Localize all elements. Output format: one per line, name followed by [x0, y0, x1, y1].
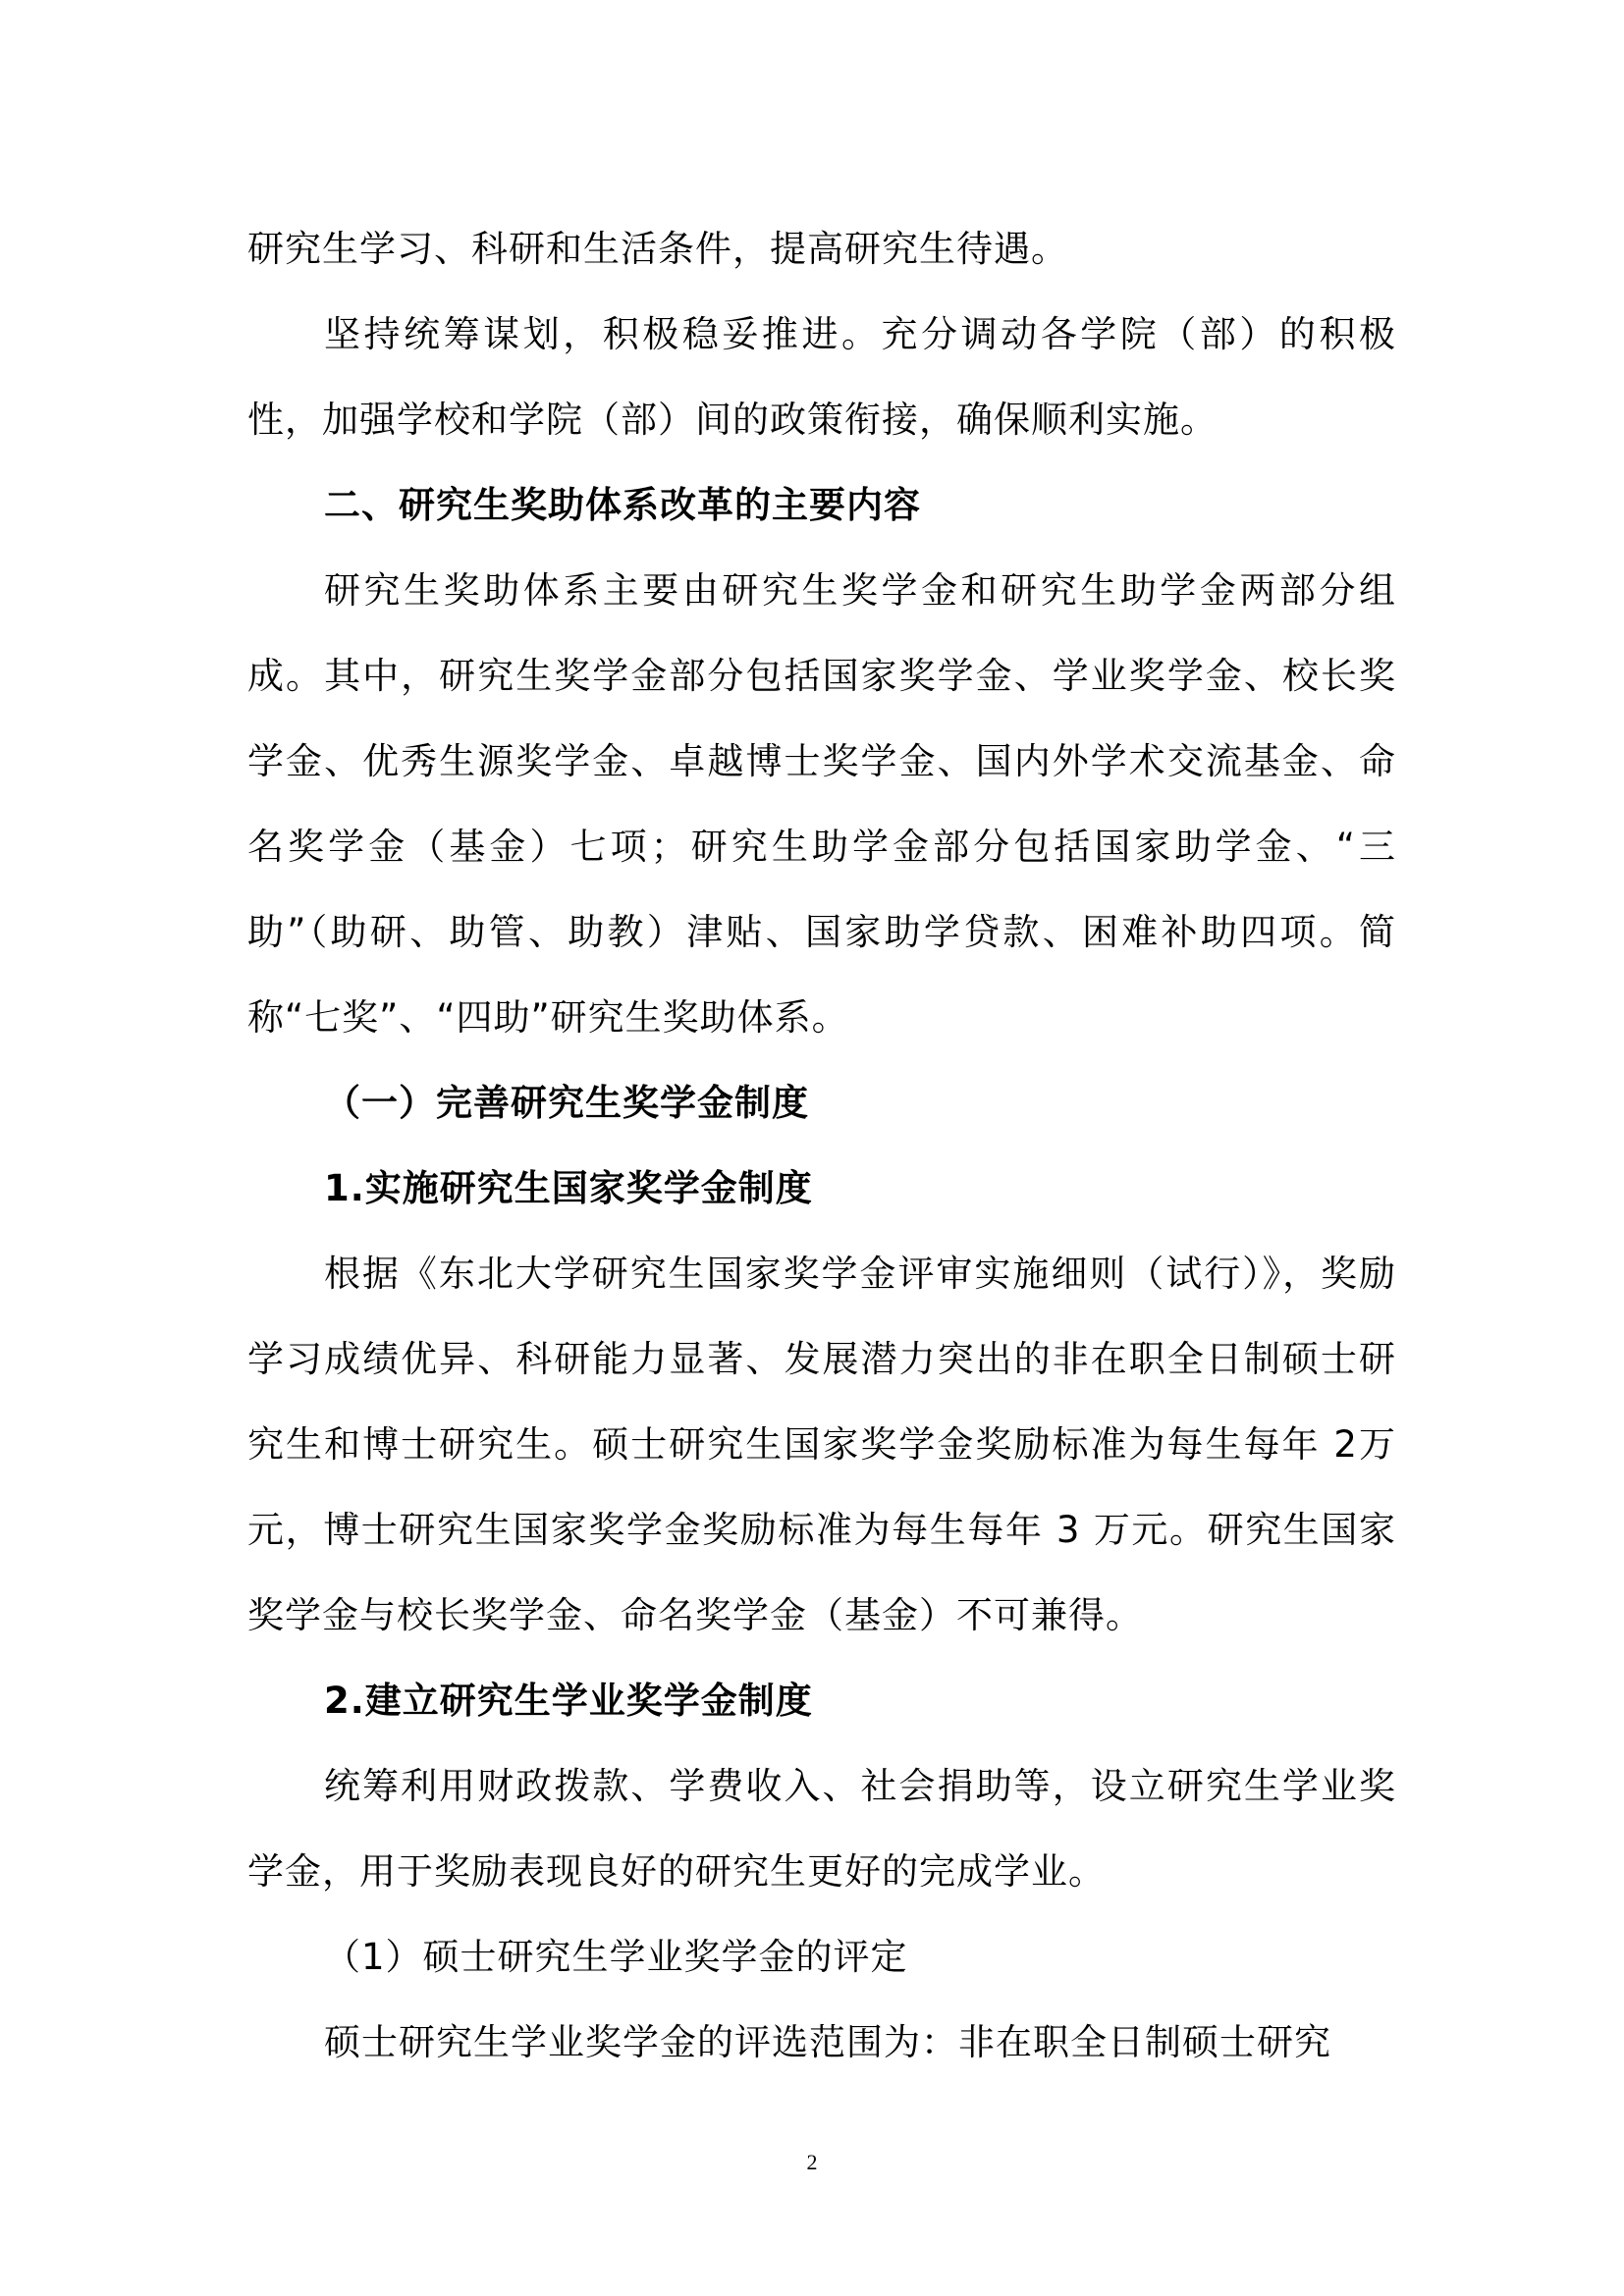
- page-number: 2: [806, 2150, 818, 2174]
- paragraph-national-scholarship: 根据《东北大学研究生国家奖学金评审实施细则（试行）》，奖励学习成绩优异、科研能力显著、发展潜力突出的非在职全日制硕士研究生和博士研究生。硕士研究生国家奖学金奖励标准为每生每年 2万元，博士研究生国家奖学金奖励标准为每生每年 3 万元。研究生国家奖学金与校长奖学金、命名奖学金（基金）不可兼得。: [247, 1253, 1396, 1636]
- paragraph-master-scope: 硕士研究生学业奖学金的评选范围为：非在职全日制硕士研究: [324, 2021, 1331, 2063]
- paragraph-system-overview: 研究生奖助体系主要由研究生奖学金和研究生助学金两部分组成。其中，研究生奖学金部分包括国家奖学金、学业奖学金、校长奖学金、优秀生源奖学金、卓越博士奖学金、国内外学术交流基金、命名奖学金（基金）七项；研究生助学金部分包括国家助学金、“三助”（助研、助管、助教）津贴、国家助学贷款、困难补助四项。简称“七奖”、“四助”研究生奖助体系。: [247, 569, 1396, 1039]
- paragraph-academic-scholarship: 统筹利用财政拨款、学费收入、社会捐助等，设立研究生学业奖学金，用于奖励表现良好的研究生更好的完成学业。: [247, 1765, 1396, 1893]
- paragraph-continued: 研究生学习、科研和生活条件，提高研究生待遇。: [247, 228, 1068, 270]
- item-heading-national-scholarship: 1.实施研究生国家奖学金制度: [324, 1167, 813, 1209]
- section-heading-main-content: 二、研究生奖助体系改革的主要内容: [324, 484, 921, 526]
- subsection-heading-scholarship: （一）完善研究生奖学金制度: [324, 1082, 809, 1124]
- paragraph-coordination: 坚持统筹谋划，积极稳妥推进。充分调动各学院（部）的积极性，加强学校和学院（部）间的政策衔接，确保顺利实施。: [247, 313, 1396, 441]
- item-heading-academic-scholarship: 2.建立研究生学业奖学金制度: [324, 1680, 813, 1722]
- item-heading-master-evaluation: （1）硕士研究生学业奖学金的评定: [324, 1936, 908, 1978]
- document-body: [247, 206, 1396, 2085]
